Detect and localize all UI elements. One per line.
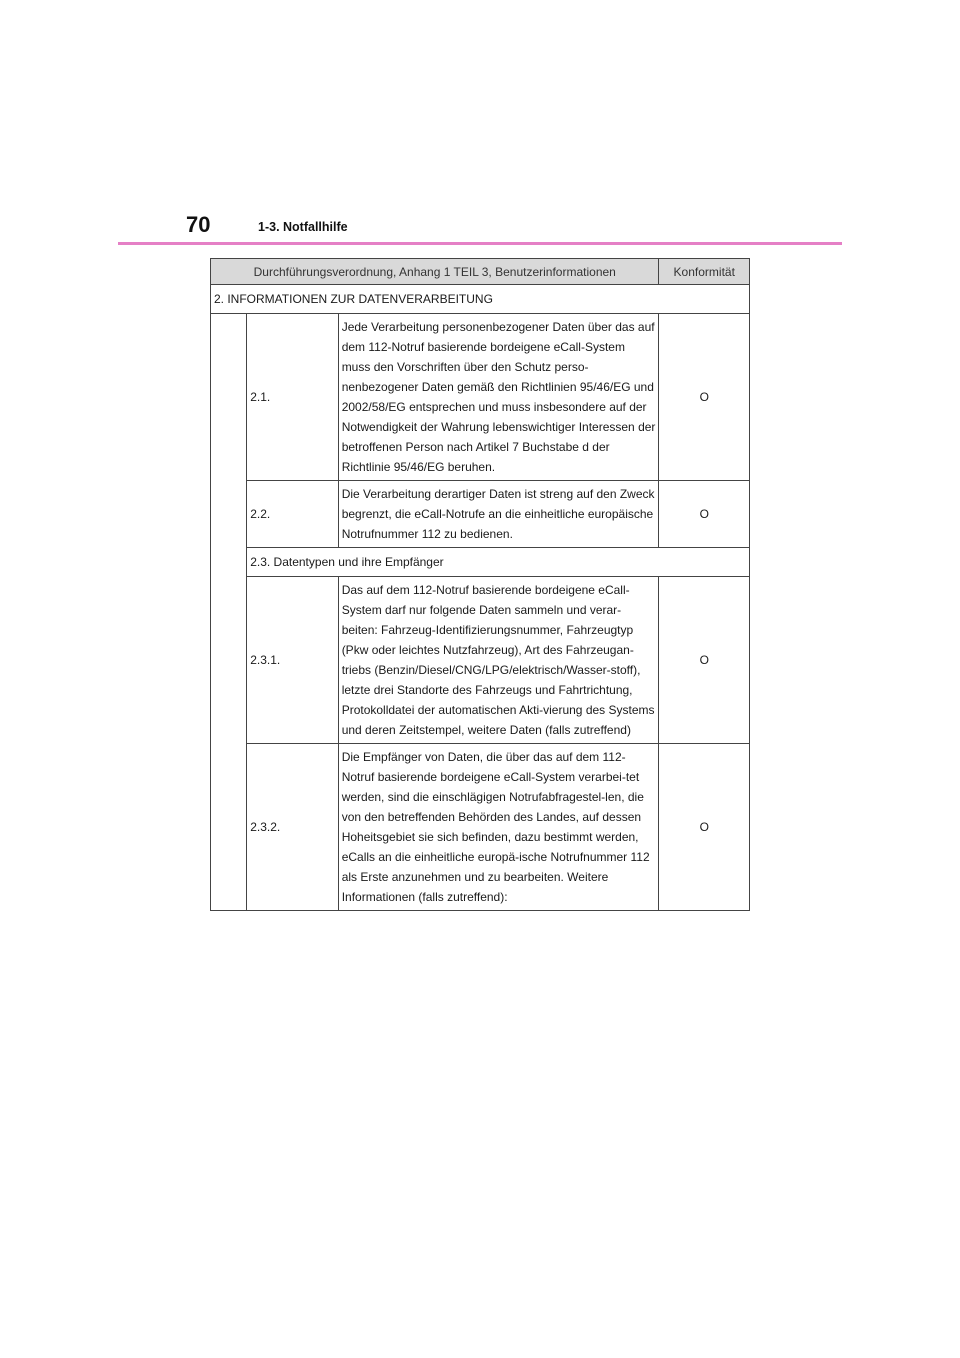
row-conformity: O — [659, 744, 750, 911]
header-regulation: Durchführungsverordnung, Anhang 1 TEIL 3, Benutzerinformationen — [211, 259, 659, 285]
row-text: Die Empfänger von Daten, die über das auf dem 112-Notruf basierende bordeigene eCall-System verarbei-tet werden, sind die einschlägigen Notrufabfragestel-len, die von den betreffenden Behörden des Landes, auf dessen Hoheitsgebiet sie sich befinden, dazu bestimmt werden, eCalls an die einheitliche europä-ische Notrufnummer 112 als Erste anzunehmen und zu bearbeiten. Weitere Informationen (falls zutreffend): — [338, 744, 659, 911]
row-conformity: O — [659, 577, 750, 744]
subsection-heading: 2.3. Datentypen und ihre Empfänger — [247, 548, 750, 577]
subsection-row — [211, 548, 750, 577]
row-text: Jede Verarbeitung personenbezogener Daten über das auf dem 112-Notruf basierende bordeigene eCall-System muss den Vorschriften über den Schutz perso-nenbezogener Daten gemäß den Richtlinien 95/46/EG und 2002/58/EG entsprechen und muss insbesondere auf der Notwendigkeit der Wahrung lebenswichtiger Interessen der betroffenen Person nach Artikel 7 Buchstabe d der Richtlinie 95/46/EG beruhen. — [338, 314, 659, 481]
section-row — [211, 285, 750, 314]
row-number: 2.2. — [247, 481, 339, 548]
row-number: 2.1. — [247, 314, 339, 481]
table-row — [211, 577, 750, 744]
indent-cell — [211, 314, 247, 911]
row-number: 2.3.2. — [247, 744, 339, 911]
page-number: 70 — [186, 212, 211, 237]
row-conformity: O — [659, 314, 750, 481]
section-title: 1-3. Notfallhilfe — [258, 220, 348, 234]
row-conformity: O — [659, 481, 750, 548]
section-heading: 2. INFORMATIONEN ZUR DATENVERARBEITUNG — [211, 285, 750, 314]
table-row — [211, 481, 750, 548]
table-row — [211, 744, 750, 911]
regulation-table — [210, 258, 750, 911]
table-header-row — [211, 259, 750, 285]
row-text: Das auf dem 112-Notruf basierende bordeigene eCall-System darf nur folgende Daten sammeln und verar-beiten: Fahrzeug-Identifizierungsnummer, Fahrzeugtyp (Pkw oder leichtes Nutzfahrzeug), Art des Fahrzeugan-triebs (Benzin/Diesel/CNG/LPG/elektrisch/Wasser-stoff), letzte drei Standorte des Fahrzeugs und Fahrtrichtung, Protokolldatei der automatischen Akti-vierung des Systems und deren Zeitstempel, weitere Daten (falls zutreffend) — [338, 577, 659, 744]
row-number: 2.3.1. — [247, 577, 339, 744]
header-conformity: Konformität — [659, 259, 750, 285]
row-text: Die Verarbeitung derartiger Daten ist streng auf den Zweck begrenzt, die eCall-Notrufe an die einheitliche europäische Notrufnummer 112 zu bedienen. — [338, 481, 659, 548]
header-divider — [118, 242, 842, 245]
table-row — [211, 314, 750, 481]
